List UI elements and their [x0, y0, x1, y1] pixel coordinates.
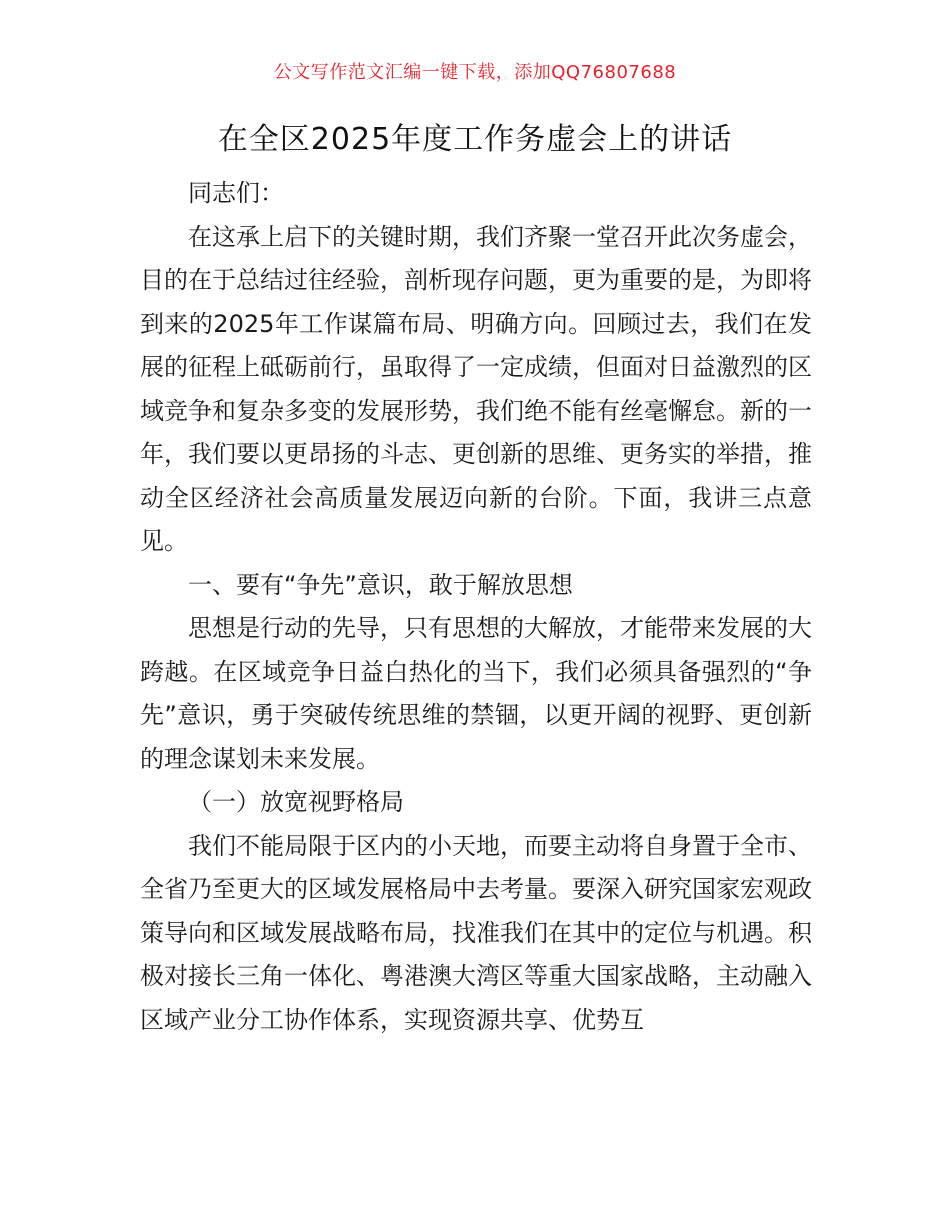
subsection-heading-1: （一）放宽视野格局 — [188, 788, 404, 816]
salutation: 同志们： — [188, 179, 284, 207]
download-promo-note: 公文写作范文汇编一键下载，添加QQ76807688 — [273, 62, 677, 83]
page-title: 在全区2025年度工作务虚会上的讲话 — [217, 122, 733, 157]
section-heading-1: 一、要有“争先”意识，敢于解放思想 — [188, 570, 573, 599]
intro-paragraph: 在这承上启下的关键时期，我们齐聚一堂召开此次务虚会，目的在于总结过往经验，剖析现存问题，更为重要的是，为即将到来的2025年工作谋篇布局、明确方向。回顾过去，我们在发展的征程上砥砺前行，虽取得了一定成绩，但面对日益激烈的区域竞争和复杂多变的发展形势，我们绝不能有丝毫懈怠。新的一年，我们要以更昂扬的斗志、更创新的思维、更务实的举措，推动全区经济社会高质量发展迈向新的台阶。下面，我讲三点意见。 — [140, 222, 812, 555]
subsection-1-paragraph: 我们不能局限于区内的小天地，而要主动将自身置于全市、全省乃至更大的区域发展格局中去考量。要深入研究国家宏观政策导向和区域发展战略布局，找准我们在其中的定位与机遇。积极对接长三角一体化、粤港澳大湾区等重大国家战略，主动融入区域产业分工协作体系，实现资源共享、优势互 — [140, 831, 812, 1034]
section-1-paragraph: 思想是行动的先导，只有思想的大解放，才能带来发展的大跨越。在区域竞争日益白热化的当下，我们必须具备强烈的“争先”意识，勇于突破传统思维的禁锢，以更开阔的视野、更创新的理念谋划未来发展。 — [140, 614, 812, 773]
document-body — [140, 172, 812, 1042]
